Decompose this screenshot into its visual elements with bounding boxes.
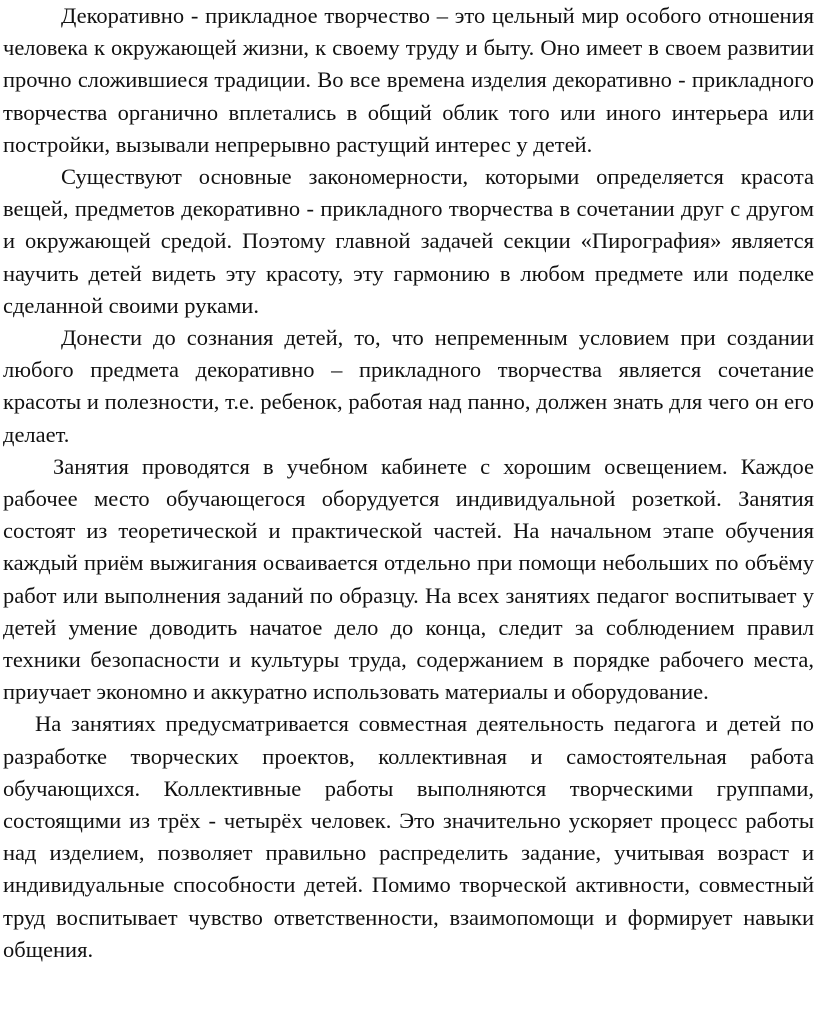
paragraph-lessons: Занятия проводятся в учебном кабинете с хорошим освещением. Каждое рабочее место обучающегося оборудуется индивидуальной розеткой. Занятия состоят из теоретической и практической частей. На начальном этапе обучения каждый приём выжигания осваивается отдельно при помощи небольших по объёму работ или выполнения заданий по образцу. На всех занятиях педагог воспитывает у детей умение доводить начатое дело до конца, следит за соблюдением правил техники безопасности и культуры труда, содержанием в порядке рабочего места, приучает экономно и аккуратно использовать материалы и оборудование. <box>3 453 814 705</box>
paragraph-intro: Декоративно - прикладное творчество – это цельный мир особого отношения человека к окружающей жизни, к своему труду и быту. Оно имеет в своем развитии прочно сложившиеся традиции. Во все времена изделия декоративно - прикладного творчества органично вплетались в общий облик того или иного интерьера или постройки, вызывали непрерывно растущий интерес у детей. <box>3 3 814 157</box>
paragraph-purpose: Донести до сознания детей, то, что непременным условием при создании любого предмета декоративно – прикладного творчества является сочетание красоты и полезности, т.е. ребенок, работая над панно, должен знать для чего он его делает. <box>3 325 814 447</box>
paragraph-collaboration: На занятиях предусматривается совместная деятельность педагога и детей по разработке творческих проектов, коллективная и самостоятельная работа обучающихся. Коллективные работы выполняются творческими группами, состоящими из трёх - четырёх человек. Это значительно ускоряет процесс работы над изделием, позволяет правильно распределить задание, учитывая возраст и индивидуальные способности детей. Помимо творческой активности, совместный труд воспитывает чувство ответственности, взаимопомощи и формирует навыки общения. <box>3 711 814 962</box>
paragraph-principles: Существуют основные закономерности, которыми определяется красота вещей, предметов декоративно - прикладного творчества в сочетании друг с другом и окружающей средой. Поэтому главной задачей секции «Пирография» является научить детей видеть эту красоту, эту гармонию в любом предмете или поделке сделанной своими руками. <box>3 164 814 318</box>
